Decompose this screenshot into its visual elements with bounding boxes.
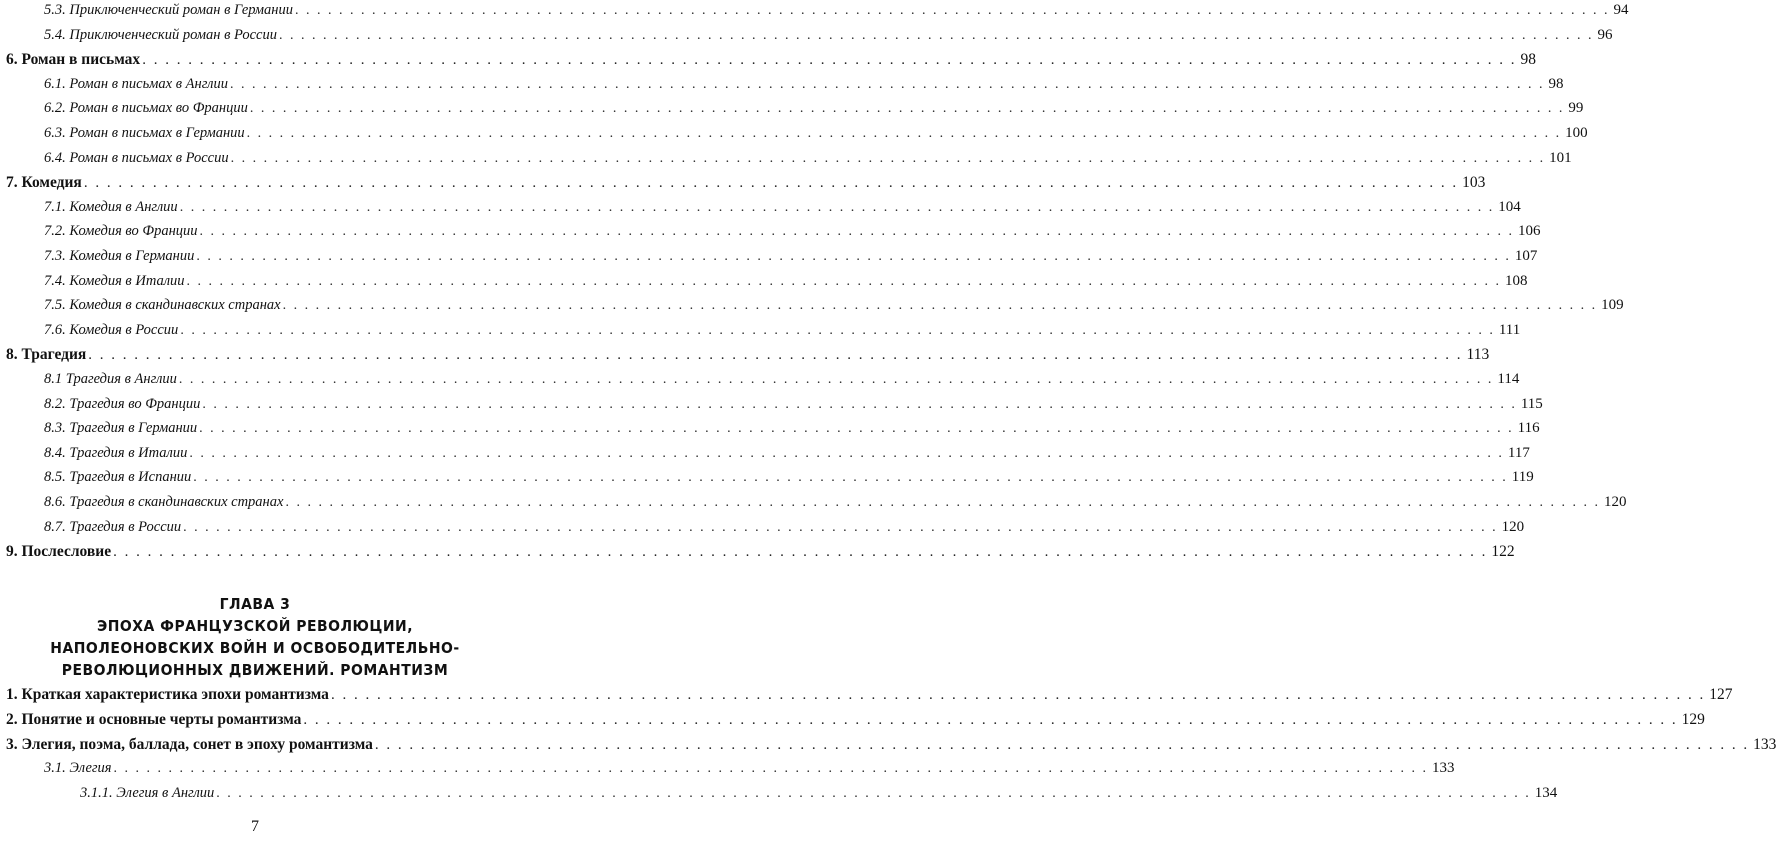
dot-leader: . . . . . . . . . . . . . . . . . . . . . . . . . . . . . . . . . . . . . . . . . . . . . . . . . . . . . . . . . . . . . . . . . . . . . . . . . . . . . . . . . . . . . . . . . . . . . . . . . . . . . . . . . . . . . . . . . . . . . . . . — [189, 445, 1504, 461]
toc-entry-page: 116 — [1517, 420, 1540, 437]
chapter-title-line: РЕВОЛЮЦИОННЫХ ДВИЖЕНИЙ. РОМАНТИЗМ — [61, 661, 449, 679]
toc-entry-title: 8.2. Трагедия во Франции — [44, 395, 201, 412]
dot-leader: . . . . . . . . . . . . . . . . . . . . . . . . . . . . . . . . . . . . . . . . . . . . . . . . . . . . . . . . . . . . . . . . . . . . . . . . . . . . . . . . . . . . . . . . . . . . . . . . . . . . . . . . . . . . . . . . . . . . . . . . — [83, 175, 1459, 192]
toc-entry-page: 106 — [1518, 223, 1541, 240]
dot-leader: . . . . . . . . . . . . . . . . . . . . . . . . . . . . . . . . . . . . . . . . . . . . . . . . . . . . . . . . . . . . . . . . . . . . . . . . . . . . . . . . . . . . . . . . . . . . . . . . . . . . . . . . . . . . . . . . . . . . . . . . — [303, 711, 1678, 728]
toc-entry-title: 8.7. Трагедия в России — [44, 518, 182, 535]
toc-section — [6, 174, 1486, 198]
toc-entry-page: 98 — [1548, 75, 1564, 92]
dot-leader: . . . . . . . . . . . . . . . . . . . . . . . . . . . . . . . . . . . . . . . . . . . . . . . . . . . . . . . . . . . . . . . . . . . . . . . . . . . . . . . . . . . . . . . . . . . . . . . . . . . . . . . . . . . . . . . . . . . . . . . . — [278, 27, 1594, 43]
toc-entry-page: 134 — [1534, 785, 1558, 802]
dot-leader: . . . . . . . . . . . . . . . . . . . . . . . . . . . . . . . . . . . . . . . . . . . . . . . . . . . . . . . . . . . . . . . . . . . . . . . . . . . . . . . . . . . . . . . . . . . . . . . . . . . . . . . . . . . . . . . . . . . . . . . . — [330, 687, 1706, 703]
toc-subsection — [44, 297, 1624, 321]
dot-leader: . . . . . . . . . . . . . . . . . . . . . . . . . . . . . . . . . . . . . . . . . . . . . . . . . . . . . . . . . . . . . . . . . . . . . . . . . . . . . . . . . . . . . . . . . . . . . . . . . . . . . . . . . . . . . . . . . . . . . . . . — [186, 273, 1502, 289]
toc-entry-page: 120 — [1603, 494, 1627, 510]
toc-subsection — [80, 785, 1558, 809]
dot-leader: . . . . . . . . . . . . . . . . . . . . . . . . . . . . . . . . . . . . . . . . . . . . . . . . . . . . . . . . . . . . . . . . . . . . . . . . . . . . . . . . . . . . . . . . . . . . . . . . . . . . . . . . . . . . . . . . . . . . . . . . — [179, 199, 1495, 215]
toc-section — [6, 686, 1733, 710]
dot-leader: . . . . . . . . . . . . . . . . . . . . . . . . . . . . . . . . . . . . . . . . . . . . . . . . . . . . . . . . . . . . . . . . . . . . . . . . . . . . . . . . . . . . . . . . . . . . . . . . . . . . . . . . . . . . . . . . . . . . . . . . — [285, 495, 1600, 510]
toc-entry-title: 7. Комедия — [6, 174, 82, 192]
dot-leader: . . . . . . . . . . . . . . . . . . . . . . . . . . . . . . . . . . . . . . . . . . . . . . . . . . . . . . . . . . . . . . . . . . . . . . . . . . . . . . . . . . . . . . . . . . . . . . . . . . . . . . . . . . . . . . . . . . . . . . . . — [183, 519, 1498, 535]
toc-entry-page: 100 — [1565, 125, 1588, 141]
chapter-number: ГЛАВА 3 — [219, 595, 291, 613]
toc-entry-title: 7.5. Комедия в скандинавских странах — [44, 297, 281, 314]
dot-leader: . . . . . . . . . . . . . . . . . . . . . . . . . . . . . . . . . . . . . . . . . . . . . . . . . . . . . . . . . . . . . . . . . . . . . . . . . . . . . . . . . . . . . . . . . . . . . . . . . . . . . . . . . . . . . . . . . . . . . . . . — [230, 150, 1546, 166]
chapter-title-line: ЭПОХА ФРАНЦУЗСКОЙ РЕВОЛЮЦИИ, — [96, 617, 414, 635]
dot-leader: . . . . . . . . . . . . . . . . . . . . . . . . . . . . . . . . . . . . . . . . . . . . . . . . . . . . . . . . . . . . . . . . . . . . . . . . . . . . . . . . . . . . . . . . . . . . . . . . . . . . . . . . . . . . . . . . . . . . . . . . — [216, 786, 1531, 802]
toc-subsection — [44, 395, 1543, 420]
dot-leader: . . . . . . . . . . . . . . . . . . . . . . . . . . . . . . . . . . . . . . . . . . . . . . . . . . . . . . . . . . . . . . . . . . . . . . . . . . . . . . . . . . . . . . . . . . . . . . . . . . . . . . . . . . . . . . . . . . . . . . . . — [246, 126, 1562, 141]
toc-entry-page: 103 — [1462, 174, 1486, 192]
toc-entry-title: 6.4. Роман в письмах в России — [44, 149, 229, 166]
toc-entry-page: 133 — [1432, 760, 1455, 777]
dot-leader: . . . . . . . . . . . . . . . . . . . . . . . . . . . . . . . . . . . . . . . . . . . . . . . . . . . . . . . . . . . . . . . . . . . . . . . . . . . . . . . . . . . . . . . . . . . . . . . . . . . . . . . . . . . . . . . . . . . . . . . . — [180, 322, 1495, 338]
toc-subsection — [44, 518, 1525, 543]
toc-entry-page: 104 — [1498, 198, 1521, 215]
page-number: 7 — [251, 818, 259, 835]
dot-leader: . . . . . . . . . . . . . . . . . . . . . . . . . . . . . . . . . . . . . . . . . . . . . . . . . . . . . . . . . . . . . . . . . . . . . . . . . . . . . . . . . . . . . . . . . . . . . . . . . . . . . . . . . . . . . . . . . . . . . . . . — [249, 101, 1565, 117]
dot-leader: . . . . . . . . . . . . . . . . . . . . . . . . . . . . . . . . . . . . . . . . . . . . . . . . . . . . . . . . . . . . . . . . . . . . . . . . . . . . . . . . . . . . . . . . . . . . . . . . . . . . . . . . . . . . . . . . . . . . . . . . — [199, 421, 1514, 437]
dot-leader: . . . . . . . . . . . . . . . . . . . . . . . . . . . . . . . . . . . . . . . . . . . . . . . . . . . . . . . . . . . . . . . . . . . . . . . . . . . . . . . . . . . . . . . . . . . . . . . . . . . . . . . . . . . . . . . . . . . . . . . . — [113, 544, 1488, 561]
toc-subsection — [44, 420, 1540, 444]
toc-entry-title: 7.3. Комедия в Германии — [44, 248, 195, 264]
toc-entry-title: 1. Краткая характеристика эпохи романтизма — [6, 686, 329, 703]
toc-entry-page: 99 — [1568, 100, 1584, 117]
dot-leader: . . . . . . . . . . . . . . . . . . . . . . . . . . . . . . . . . . . . . . . . . . . . . . . . . . . . . . . . . . . . . . . . . . . . . . . . . . . . . . . . . . . . . . . . . . . . . . . . . . . . . . . . . . . . . . . . . . . . . . . . — [202, 396, 1517, 412]
toc-entry-title: 8. Трагедия — [6, 346, 87, 364]
toc-subsection — [44, 371, 1520, 395]
dot-leader: . . . . . . . . . . . . . . . . . . . . . . . . . . . . . . . . . . . . . . . . . . . . . . . . . . . . . . . . . . . . . . . . . . . . . . . . . . . . . . . . . . . . . . . . . . . . . . . . . . . . . . . . . . . . . . . . . . . . . . . . — [88, 347, 1463, 364]
toc-section — [6, 710, 1705, 735]
toc-subsection — [44, 125, 1588, 149]
toc-entry-title: 5.4. Приключенческий роман в России — [44, 26, 277, 43]
toc-subsection — [44, 223, 1541, 247]
toc-subsection — [44, 75, 1564, 100]
toc-entry-title: 2. Понятие и основные черты романтизма — [6, 710, 302, 728]
toc-entry-title: 8.5. Трагедия в Испании — [44, 469, 192, 486]
dot-leader: . . . . . . . . . . . . . . . . . . . . . . . . . . . . . . . . . . . . . . . . . . . . . . . . . . . . . . . . . . . . . . . . . . . . . . . . . . . . . . . . . . . . . . . . . . . . . . . . . . . . . . . . . . . . . . . . . . . . . . . . — [113, 761, 1429, 777]
toc-subsection — [44, 469, 1534, 493]
toc-entry-title: 6. Роман в письмах — [6, 51, 141, 69]
toc-entry-page: 122 — [1491, 543, 1515, 561]
toc-entry-page: 109 — [1601, 297, 1624, 314]
toc-entry-page: 120 — [1501, 518, 1525, 535]
dot-leader: . . . . . . . . . . . . . . . . . . . . . . . . . . . . . . . . . . . . . . . . . . . . . . . . . . . . . . . . . . . . . . . . . . . . . . . . . . . . . . . . . . . . . . . . . . . . . . . . . . . . . . . . . . . . . . . . . . . . . . . . — [199, 224, 1515, 240]
toc-entry-page: 114 — [1497, 371, 1520, 387]
toc-subsection — [44, 760, 1455, 784]
toc-entry-title: 7.1. Комедия в Англии — [44, 198, 178, 215]
toc-subsection — [44, 149, 1572, 174]
toc-entry-page: 129 — [1681, 710, 1705, 728]
toc-entry-title: 3.1.1. Элегия в Англии — [80, 785, 215, 802]
toc-section — [6, 543, 1515, 567]
dot-leader: . . . . . . . . . . . . . . . . . . . . . . . . . . . . . . . . . . . . . . . . . . . . . . . . . . . . . . . . . . . . . . . . . . . . . . . . . . . . . . . . . . . . . . . . . . . . . . . . . . . . . . . . . . . . . . . . . . . . . . . . — [295, 3, 1610, 18]
toc-entry-title: 7.4. Комедия в Италии — [44, 272, 185, 289]
dot-leader: . . . . . . . . . . . . . . . . . . . . . . . . . . . . . . . . . . . . . . . . . . . . . . . . . . . . . . . . . . . . . . . . . . . . . . . . . . . . . . . . . . . . . . . . . . . . . . . . . . . . . . . . . . . . . . . . . . . . . . . . — [230, 76, 1545, 92]
dot-leader: . . . . . . . . . . . . . . . . . . . . . . . . . . . . . . . . . . . . . . . . . . . . . . . . . . . . . . . . . . . . . . . . . . . . . . . . . . . . . . . . . . . . . . . . . . . . . . . . . . . . . . . . . . . . . . . . . . . . . . . . — [178, 372, 1494, 387]
toc-entry-title: 8.6. Трагедия в скандинавских странах — [44, 494, 284, 510]
toc-entry-title: 7.2. Комедия во Франции — [44, 223, 198, 240]
toc-subsection — [44, 100, 1584, 124]
dot-leader: . . . . . . . . . . . . . . . . . . . . . . . . . . . . . . . . . . . . . . . . . . . . . . . . . . . . . . . . . . . . . . . . . . . . . . . . . . . . . . . . . . . . . . . . . . . . . . . . . . . . . . . . . . . . . . . . . . . . . . . . — [193, 470, 1508, 486]
toc-subsection — [44, 2, 1629, 26]
toc-entry-page: 113 — [1466, 346, 1490, 364]
chapter-title-line: НАПОЛЕОНОВСКИХ ВОЙН И ОСВОБОДИТЕЛЬНО- — [50, 639, 460, 657]
toc-entry-page: 111 — [1498, 321, 1521, 338]
toc-entry-page: 117 — [1507, 444, 1530, 461]
toc-subsection — [44, 321, 1521, 346]
toc-entry-page: 94 — [1613, 2, 1629, 18]
toc-entry-page: 119 — [1511, 469, 1534, 486]
toc-subsection — [44, 248, 1538, 272]
toc-entry-title: 6.1. Роман в письмах в Англии — [44, 75, 229, 92]
toc-subsection — [44, 26, 1613, 51]
toc-entry-title: 3. Элегия, поэма, баллада, сонет в эпоху романтизма — [6, 735, 373, 753]
toc-entry-title: 7.6. Комедия в России — [44, 321, 179, 338]
toc-entry-title: 3.1. Элегия — [44, 760, 112, 777]
dot-leader: . . . . . . . . . . . . . . . . . . . . . . . . . . . . . . . . . . . . . . . . . . . . . . . . . . . . . . . . . . . . . . . . . . . . . . . . . . . . . . . . . . . . . . . . . . . . . . . . . . . . . . . . . . . . . . . . . . . . . . . . — [282, 298, 1598, 314]
toc-subsection — [44, 494, 1627, 518]
toc-entry-title: 6.2. Роман в письмах во Франции — [44, 100, 248, 117]
dot-leader: . . . . . . . . . . . . . . . . . . . . . . . . . . . . . . . . . . . . . . . . . . . . . . . . . . . . . . . . . . . . . . . . . . . . . . . . . . . . . . . . . . . . . . . . . . . . . . . . . . . . . . . . . . . . . . . . . . . . . . . . — [142, 52, 1517, 69]
dot-leader: . . . . . . . . . . . . . . . . . . . . . . . . . . . . . . . . . . . . . . . . . . . . . . . . . . . . . . . . . . . . . . . . . . . . . . . . . . . . . . . . . . . . . . . . . . . . . . . . . . . . . . . . . . . . . . . . . . . . . . . . — [374, 736, 1750, 753]
toc-section — [6, 51, 1536, 75]
chapter-heading — [0, 593, 510, 681]
toc-subsection — [44, 272, 1528, 297]
toc-entry-page: 133 — [1753, 735, 1776, 753]
toc-entry-page: 107 — [1514, 248, 1538, 264]
toc-entry-page: 98 — [1520, 51, 1536, 69]
toc-entry-title: 8.4. Трагедия в Италии — [44, 444, 188, 461]
toc-entry-title: 8.1 Трагедия в Англии — [44, 371, 177, 387]
toc-subsection — [44, 444, 1530, 469]
toc-section — [6, 346, 1490, 370]
dot-leader: . . . . . . . . . . . . . . . . . . . . . . . . . . . . . . . . . . . . . . . . . . . . . . . . . . . . . . . . . . . . . . . . . . . . . . . . . . . . . . . . . . . . . . . . . . . . . . . . . . . . . . . . . . . . . . . . . . . . . . . . — [196, 249, 1511, 264]
toc-entry-page: 96 — [1597, 26, 1613, 43]
toc-entry-title: 8.3. Трагедия в Германии — [44, 420, 198, 437]
toc-entry-page: 127 — [1709, 686, 1733, 703]
toc-entry-title: 6.3. Роман в письмах в Германии — [44, 125, 245, 141]
toc-section — [6, 735, 1776, 760]
toc-entry-page: 101 — [1549, 149, 1572, 166]
toc-entry-title: 9. Послесловие — [6, 543, 112, 561]
toc-entry-title: 5.3. Приключенческий роман в Германии — [44, 2, 293, 18]
toc-entry-page: 115 — [1520, 395, 1543, 412]
toc-subsection — [44, 198, 1521, 223]
toc-entry-page: 108 — [1505, 272, 1528, 289]
